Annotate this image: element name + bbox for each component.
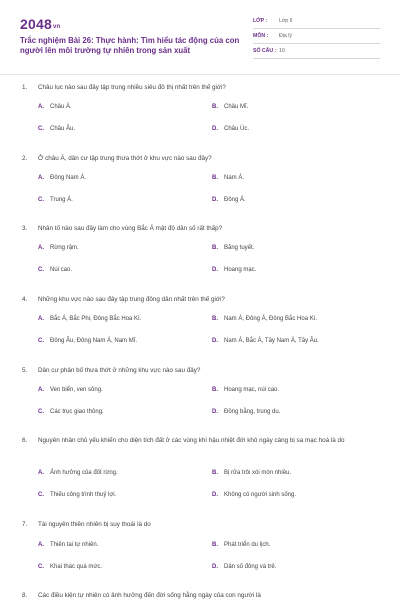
question-number: 1. bbox=[22, 84, 28, 91]
option-letter: C. bbox=[38, 197, 44, 203]
option-a[interactable] bbox=[38, 174, 208, 183]
option-text: Khai thác quá mức. bbox=[50, 564, 103, 570]
option-b[interactable] bbox=[212, 541, 382, 550]
option-text: Ảnh hưởng của đốt rừng. bbox=[50, 470, 118, 476]
option-d[interactable] bbox=[212, 337, 382, 346]
quiz-header bbox=[20, 14, 380, 72]
option-text: Không có người sinh sống. bbox=[224, 492, 296, 498]
option-text: Châu Âu. bbox=[50, 126, 76, 132]
option-d[interactable] bbox=[212, 563, 382, 572]
question-body: Nhân tố nào sau đây làm cho vùng Bắc Á mật độ dân số rất thấp? bbox=[38, 225, 223, 232]
option-d[interactable] bbox=[212, 408, 382, 417]
option-letter: B. bbox=[212, 387, 218, 393]
option-text: Núi cao. bbox=[50, 267, 73, 273]
option-text: Ven biển, ven sông. bbox=[50, 387, 103, 393]
option-letter: B. bbox=[212, 104, 218, 110]
option-d[interactable] bbox=[212, 196, 382, 205]
quiz-title: Trắc nghiệm Bài 26: Thực hành: Tìm hiểu tác động của con người lên môi trường tự nhiên trong sản xuất bbox=[20, 36, 240, 55]
question-number: 6. bbox=[22, 437, 28, 444]
option-a[interactable] bbox=[38, 469, 208, 478]
option-letter: B. bbox=[212, 175, 218, 181]
meta-row-subject bbox=[253, 29, 380, 44]
option-text: Đông Nam Á. bbox=[50, 175, 87, 181]
option-b[interactable] bbox=[212, 315, 382, 324]
question-text bbox=[22, 154, 382, 164]
question-number: 7. bbox=[22, 521, 28, 528]
question-number: 5. bbox=[22, 367, 28, 374]
option-text: Hoang mạc. bbox=[224, 267, 257, 273]
option-text: Băng tuyết. bbox=[224, 245, 255, 251]
option-text: Các trục giao thông. bbox=[50, 409, 104, 415]
option-a[interactable] bbox=[38, 386, 208, 395]
option-letter: A. bbox=[38, 104, 44, 110]
option-d[interactable] bbox=[212, 125, 382, 134]
option-letter: A. bbox=[38, 542, 44, 548]
option-c[interactable] bbox=[38, 563, 208, 572]
option-letter: A. bbox=[38, 175, 44, 181]
header-divider bbox=[0, 74, 400, 75]
meta-label: SỐ CÂU : bbox=[253, 48, 277, 54]
question-text bbox=[22, 295, 382, 305]
option-text: Đồng bằng, trung du. bbox=[224, 409, 281, 415]
meta-label: LỚP : bbox=[253, 18, 268, 24]
question-body: Tài nguyên thiên nhiên bị suy thoái là do bbox=[38, 521, 151, 528]
option-letter: B. bbox=[212, 542, 218, 548]
option-letter: B. bbox=[212, 470, 218, 476]
option-a[interactable] bbox=[38, 103, 208, 112]
question-item bbox=[22, 591, 382, 600]
option-text: Nam Á, Đông Á, Đông Bắc Hoa Kì. bbox=[224, 316, 318, 322]
option-a[interactable] bbox=[38, 541, 208, 550]
question-text bbox=[22, 436, 382, 446]
question-text bbox=[22, 591, 382, 600]
option-text: Rừng rậm. bbox=[50, 245, 79, 251]
option-text: Châu Á. bbox=[50, 104, 72, 110]
option-letter: C. bbox=[38, 564, 44, 570]
question-number: 3. bbox=[22, 225, 28, 232]
option-d[interactable] bbox=[212, 491, 382, 500]
option-b[interactable] bbox=[212, 386, 382, 395]
option-letter: B. bbox=[212, 245, 218, 251]
option-a[interactable] bbox=[38, 244, 208, 253]
option-letter: D. bbox=[212, 409, 218, 415]
option-text: Châu Úc. bbox=[224, 126, 250, 132]
question-body: Những khu vực nào sau đây tập trung đông dân nhất trên thế giới? bbox=[38, 296, 225, 303]
option-text: Hoang mạc, núi cao. bbox=[224, 387, 280, 393]
option-b[interactable] bbox=[212, 103, 382, 112]
question-body: Dân cư phân bố thưa thớt ở những khu vực nào sau đây? bbox=[38, 367, 201, 374]
option-letter: C. bbox=[38, 338, 44, 344]
question-number: 2. bbox=[22, 155, 28, 162]
option-b[interactable] bbox=[212, 244, 382, 253]
question-number: 4. bbox=[22, 296, 28, 303]
option-text: Đông Á. bbox=[224, 197, 246, 203]
option-text: Đông Âu, Đông Nam Á, Nam Mĩ. bbox=[50, 338, 138, 344]
option-letter: A. bbox=[38, 387, 44, 393]
question-body: Nguyên nhân chủ yếu khiến cho diện tích đất ở các vùng khí hậu nhiệt đới khô ngày càng bị sa mạc hoá là do bbox=[38, 437, 345, 444]
option-letter: D. bbox=[212, 267, 218, 273]
meta-value: 10 bbox=[279, 48, 285, 54]
option-b[interactable] bbox=[212, 174, 382, 183]
meta-value: Lớp 6 bbox=[279, 18, 293, 24]
option-b[interactable] bbox=[212, 469, 382, 478]
option-text: Bắc Á, Bắc Phi, Đông Bắc Hoa Kì. bbox=[50, 316, 142, 322]
question-text bbox=[22, 520, 382, 530]
option-c[interactable] bbox=[38, 266, 208, 275]
option-letter: A. bbox=[38, 470, 44, 476]
option-letter: C. bbox=[38, 126, 44, 132]
question-text bbox=[22, 366, 382, 376]
option-text: Dân số đông và trẻ. bbox=[224, 564, 277, 570]
option-letter: D. bbox=[212, 126, 218, 132]
option-letter: C. bbox=[38, 409, 44, 415]
option-c[interactable] bbox=[38, 196, 208, 205]
option-c[interactable] bbox=[38, 337, 208, 346]
quiz-meta bbox=[253, 14, 380, 59]
option-text: Bị rửa trôi xói mòn nhiều. bbox=[224, 470, 292, 476]
option-d[interactable] bbox=[212, 266, 382, 275]
logo-text: 2048 bbox=[20, 16, 52, 32]
option-c[interactable] bbox=[38, 408, 208, 417]
meta-row-class bbox=[253, 14, 380, 29]
option-text: Thiên tai tự nhiên. bbox=[50, 542, 99, 548]
logo-suffix: vn bbox=[52, 24, 61, 30]
option-text: Châu Mĩ. bbox=[224, 104, 249, 110]
question-body: Các điều kiện tự nhiên có ảnh hưởng đến đời sống hằng ngày của con người là bbox=[38, 592, 261, 599]
option-letter: A. bbox=[38, 245, 44, 251]
option-letter: D. bbox=[212, 564, 218, 570]
question-body: Ở châu Á, dân cư tập trung thưa thớt ở khu vực nào sau đây? bbox=[38, 155, 212, 162]
option-a[interactable] bbox=[38, 315, 208, 324]
meta-value: Địa lý bbox=[279, 33, 292, 39]
site-logo[interactable] bbox=[20, 16, 60, 32]
option-text: Nam Á. bbox=[224, 175, 245, 181]
option-letter: C. bbox=[38, 267, 44, 273]
option-c[interactable] bbox=[38, 125, 208, 134]
question-text bbox=[22, 83, 382, 93]
option-text: Phát triển du lịch. bbox=[224, 542, 271, 548]
option-letter: C. bbox=[38, 492, 44, 498]
meta-label: MÔN : bbox=[253, 33, 269, 39]
option-text: Trung Á. bbox=[50, 197, 73, 203]
option-letter: B. bbox=[212, 316, 218, 322]
option-letter: D. bbox=[212, 338, 218, 344]
option-text: Thiếu công trình thuỷ lợi. bbox=[50, 492, 117, 498]
question-body: Châu lục nào sau đây tập trung nhiều siêu đô thị nhất trên thế giới? bbox=[38, 84, 226, 91]
option-c[interactable] bbox=[38, 491, 208, 500]
option-letter: A. bbox=[38, 316, 44, 322]
question-text bbox=[22, 224, 382, 234]
option-letter: D. bbox=[212, 492, 218, 498]
option-letter: D. bbox=[212, 197, 218, 203]
option-text: Nam Á, Bắc Á, Tây Nam Á, Tây Âu. bbox=[224, 338, 319, 344]
question-number: 8. bbox=[22, 592, 28, 599]
meta-row-count bbox=[253, 44, 380, 59]
